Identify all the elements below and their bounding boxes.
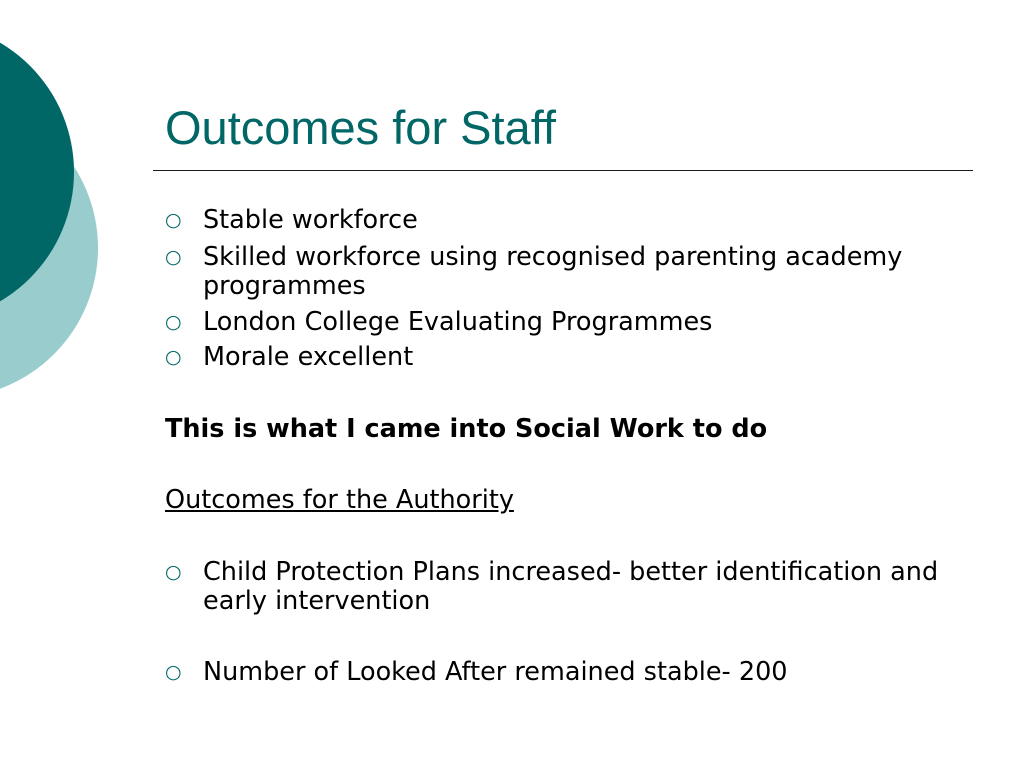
bullet-text: Stable workforce xyxy=(203,205,418,235)
title-divider xyxy=(153,170,973,171)
list-item-staff-outcome xyxy=(165,243,965,301)
list-item-authority-outcome xyxy=(165,658,965,687)
bullet-circle-icon: ○ xyxy=(165,311,182,333)
bullet-text: Child Protection Plans increased- better identification and early intervention xyxy=(203,557,939,616)
bullet-text: Morale excellent xyxy=(203,342,414,372)
list-item-authority-outcome xyxy=(165,558,965,616)
bullet-circle-icon: ○ xyxy=(165,209,182,231)
bullet-circle-icon: ○ xyxy=(165,246,182,268)
bullet-circle-icon: ○ xyxy=(165,661,182,683)
authority-outcomes-heading: Outcomes for the Authority xyxy=(165,485,514,515)
bullet-text: Skilled workforce using recognised parenting academy programmes xyxy=(203,242,903,301)
slide-title: Outcomes for Staff xyxy=(165,101,556,154)
list-item-staff-outcome xyxy=(165,343,965,372)
list-item-staff-outcome xyxy=(165,308,965,337)
key-statement: This is what I came into Social Work to do xyxy=(165,414,768,444)
bullet-text: Number of Looked After remained stable- 200 xyxy=(203,657,788,687)
bullet-text: London College Evaluating Programmes xyxy=(203,307,713,337)
bullet-circle-icon: ○ xyxy=(165,561,182,583)
bullet-circle-icon: ○ xyxy=(165,346,182,368)
list-item-staff-outcome xyxy=(165,206,965,235)
